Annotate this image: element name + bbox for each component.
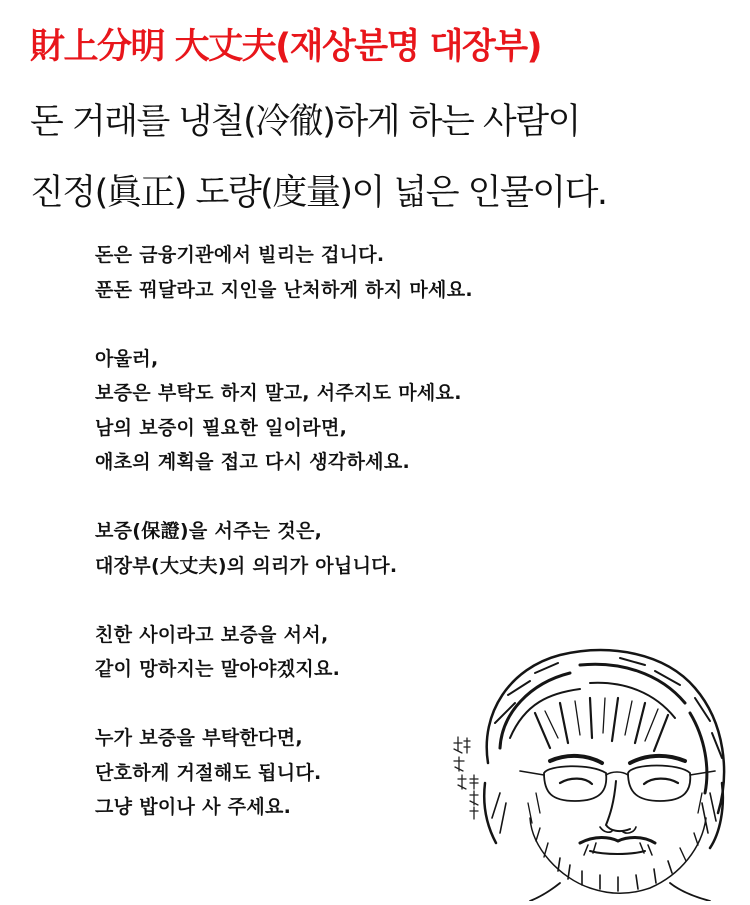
body-line xyxy=(95,480,473,515)
body-line: 대장부(大丈夫)의 의리가 아닙니다. xyxy=(95,554,398,577)
body-line xyxy=(95,687,473,722)
body-line: 단호하게 거절해도 됩니다. xyxy=(95,761,322,784)
body-line: 보증은 부탁도 하지 말고, 서주지도 마세요. xyxy=(95,382,462,404)
body-line: 애초의 계획을 접고 다시 생각하세요. xyxy=(95,451,410,473)
subtitle-line-1: 돈 거래를 냉철(冷徹)하게 하는 사람이 xyxy=(30,102,580,142)
body-line: 보증(保證)을 서주는 것은, xyxy=(95,520,323,542)
body-line: 남의 보증이 필요한 일이라면, xyxy=(95,416,348,439)
body-line: 돈은 금융기관에서 빌리는 겁니다. xyxy=(95,244,385,266)
body-line: 아울러, xyxy=(95,347,159,370)
body-line: 누가 보증을 부탁한다면, xyxy=(95,727,303,749)
signature-mark xyxy=(454,737,478,819)
body-line: 푼돈 꿔달라고 지인을 난처하게 하지 마세요. xyxy=(95,278,473,301)
body-line: 같이 망하지는 말아야겠지요. xyxy=(95,658,341,680)
subtitle-line-2: 진정(眞正) 도량(度量)이 넓은 인물이다. xyxy=(30,173,607,213)
portrait-sketch xyxy=(440,643,742,901)
body-line xyxy=(95,307,473,342)
body-line: 친한 사이라고 보증을 서서, xyxy=(95,623,329,646)
page-title: 財上分明 大丈夫(재상분명 대장부) xyxy=(30,27,542,67)
body-text xyxy=(95,238,473,825)
body-line: 그냥 밥이나 사 주세요. xyxy=(95,796,292,818)
portrait-drawing xyxy=(440,643,742,901)
body-line xyxy=(95,583,473,618)
